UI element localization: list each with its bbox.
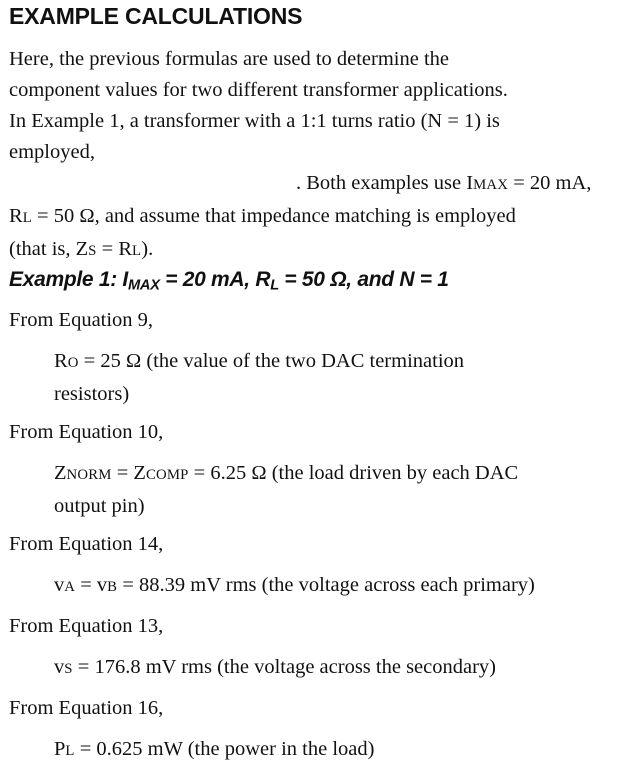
- variable: Z: [54, 462, 67, 484]
- intro-line-text: (that is, Z: [9, 238, 89, 260]
- result-line: [54, 458, 614, 491]
- intro-line: In Example 1, a transformer with a 1:1 turns ratio (N = 1) is: [9, 110, 500, 132]
- variable: P: [54, 738, 66, 760]
- intro-line-text: R: [9, 205, 23, 227]
- result-text: = 6.25 Ω (the load driven by each DAC: [188, 462, 519, 484]
- subscript: MAX: [127, 277, 160, 294]
- subscript: COMP: [145, 467, 189, 483]
- example-heading: [9, 268, 449, 294]
- redacted-region: [95, 144, 575, 162]
- result-line: output pin): [54, 495, 145, 517]
- variable: R: [54, 350, 68, 372]
- section-title: EXAMPLE CALCULATIONS: [9, 3, 303, 29]
- subscript: L: [132, 243, 142, 259]
- redacted-region: [9, 175, 296, 193]
- heading-text: = 50 Ω, and N = 1: [278, 268, 449, 291]
- variable: v: [54, 656, 65, 678]
- step-lead: From Equation 14,: [9, 533, 164, 555]
- result-line: [54, 652, 614, 685]
- subscript: S: [64, 661, 73, 677]
- result-line: [54, 570, 614, 603]
- subscript: B: [107, 579, 118, 595]
- step-result: [54, 570, 614, 603]
- subscript: L: [65, 743, 75, 759]
- result-text: = Z: [111, 462, 146, 484]
- heading-text: Example 1: I: [9, 268, 128, 291]
- intro-line: [9, 234, 619, 267]
- intro-line: component values for two different transformer applications.: [9, 79, 508, 101]
- step-lead: From Equation 13,: [9, 615, 164, 637]
- subscript: A: [64, 579, 76, 595]
- result-text: = 176.8 mV rms (the voltage across the secondary): [72, 656, 497, 678]
- variable: v: [54, 574, 65, 596]
- step-result: [54, 734, 614, 767]
- intro-line: [9, 137, 619, 168]
- heading-text: = 20 mA, R: [159, 268, 271, 291]
- intro-line-text: = 20 mA,: [508, 172, 592, 194]
- intro-line: [9, 168, 619, 201]
- step-result: [54, 458, 614, 522]
- intro-line-text: ).: [141, 238, 154, 260]
- subscript: NORM: [66, 467, 112, 483]
- subscript: MAX: [473, 177, 509, 193]
- subscript: L: [270, 277, 279, 294]
- result-text: = 88.39 mV rms (the voltage across each primary): [117, 574, 535, 596]
- subscript: O: [67, 355, 79, 371]
- result-text: = 25 Ω (the value of the two DAC termination: [78, 350, 465, 372]
- intro-line-text: = R: [96, 238, 133, 260]
- step-lead: From Equation 10,: [9, 421, 164, 443]
- step-lead: From Equation 16,: [9, 697, 164, 719]
- result-text: = 0.625 mW (the power in the load): [74, 738, 375, 760]
- subscript: S: [88, 243, 97, 259]
- intro-paragraph: [9, 44, 619, 267]
- result-line: [54, 734, 614, 767]
- result-line: [54, 346, 614, 379]
- result-line: resistors): [54, 383, 130, 405]
- subscript: L: [22, 210, 32, 226]
- result-text: = v: [75, 574, 108, 596]
- step-lead: From Equation 9,: [9, 309, 154, 331]
- intro-line: [9, 201, 619, 234]
- step-result: [54, 346, 614, 410]
- intro-line-text: . Both examples use I: [296, 172, 474, 194]
- intro-line: Here, the previous formulas are used to determine the: [9, 48, 450, 70]
- intro-line-text: employed,: [9, 141, 95, 163]
- step-result: [54, 652, 614, 685]
- intro-line-text: = 50 Ω, and assume that impedance matching is employed: [31, 205, 516, 227]
